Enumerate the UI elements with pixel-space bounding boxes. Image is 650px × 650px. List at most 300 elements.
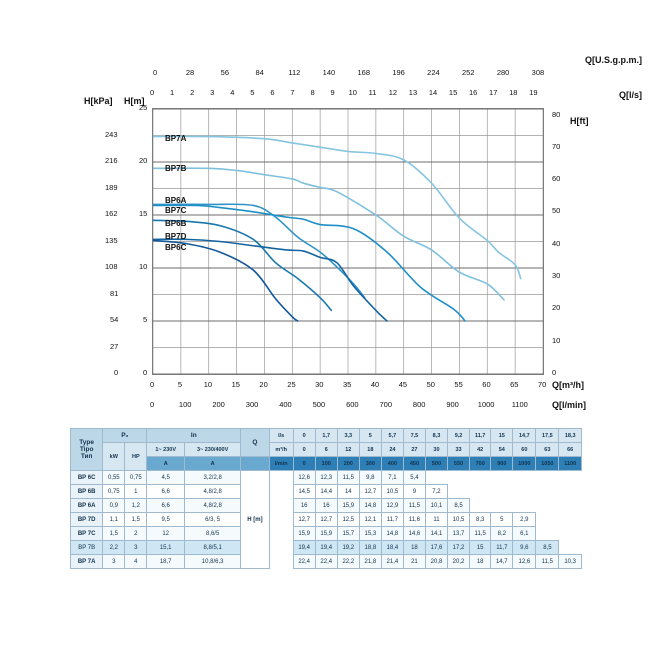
flow-lmin-1: 100 (315, 457, 337, 471)
cell-head-3: 12,7 (359, 485, 381, 499)
cell-head-6: 11 (425, 513, 447, 527)
axis-tick-label: 11 (368, 88, 377, 97)
cell-head-8: 15 (470, 541, 491, 555)
axis-tick-label: 30 (315, 380, 324, 389)
header-unit-m3h: m³/h (269, 443, 293, 457)
cell-type: BP 7A (71, 555, 103, 569)
cell-head-5: 5,4 (403, 471, 425, 485)
cell-head-9 (491, 471, 513, 485)
flow-m3h-5: 27 (403, 443, 425, 457)
flow-ls-1: 1,7 (315, 429, 337, 443)
axis-tick-label: 18 (509, 88, 518, 97)
axis-tick-label: 35 (343, 380, 352, 389)
cell-head-0: 22,4 (293, 555, 315, 569)
cell-head-2: 14 (337, 485, 359, 499)
axis-title-left-m: H[m] (124, 96, 145, 106)
cell-amp-3ph: 10,8/6,3 (185, 555, 241, 569)
axis-title-right-ft: H[ft] (570, 116, 589, 126)
header-in: In (147, 429, 241, 443)
cell-head-0: 15,9 (293, 527, 315, 541)
cell-head-8 (470, 499, 491, 513)
axis-tick-label: 1000 (477, 400, 495, 409)
axis-tick-label: 400 (279, 400, 292, 409)
axis-tick-label: 60 (552, 174, 561, 184)
axis-tick-label: 0 (153, 68, 158, 77)
cell-head-11: 8,5 (536, 541, 559, 555)
axis-tick-label: 0 (150, 88, 155, 97)
axis-tick-label: 0 (114, 368, 119, 377)
axis-tick-label: 13 (408, 88, 418, 97)
table-row (71, 499, 582, 513)
cell-head-1: 12,3 (315, 471, 337, 485)
table-header-row-2 (71, 443, 582, 457)
cell-head-4: 14,8 (381, 527, 403, 541)
axis-title-bottom-lmin: Q[l/min] (552, 400, 586, 410)
cell-kw: 2,2 (103, 541, 125, 555)
cell-head-11 (536, 499, 559, 513)
axis-tick-label: 16 (468, 88, 478, 97)
header-volt-3ph: 3~ 230/400V (185, 443, 241, 457)
axis-tick-label: 280 (496, 68, 510, 77)
cell-head-4: 10,5 (381, 485, 403, 499)
cell-amp-1ph: 4,5 (147, 471, 185, 485)
curve-label-bp7d: BP7D (165, 232, 187, 241)
cell-head-7 (448, 471, 470, 485)
header-unit-kw: kW (103, 443, 125, 471)
cell-head-0: 12,7 (293, 513, 315, 527)
cell-amp-3ph: 8,6/5 (185, 527, 241, 541)
cell-spacer (269, 513, 293, 527)
plot-svg (153, 109, 543, 374)
cell-head-12 (559, 513, 582, 527)
axis-tick-label: 56 (220, 68, 229, 77)
axis-tick-label: 0 (150, 400, 155, 409)
curve-label-bp6a: BP6A (165, 196, 187, 205)
flow-m3h-8: 42 (470, 443, 491, 457)
cell-hp: 1,5 (125, 513, 147, 527)
cell-spacer (269, 471, 293, 485)
axis-tick-label: 100 (178, 400, 192, 409)
cell-head-7: 17,2 (448, 541, 470, 555)
flow-lmin-5: 450 (403, 457, 425, 471)
axis-tick-label: 9 (330, 88, 335, 97)
cell-head-5: 21 (403, 555, 425, 569)
cell-amp-1ph: 6,6 (147, 485, 185, 499)
cell-head-10 (513, 485, 536, 499)
header-type-ru: Тип (80, 453, 93, 460)
axis-tick-label: 1100 (511, 400, 528, 409)
cell-type: BP 6A (71, 499, 103, 513)
curve-bp-7a (153, 136, 521, 278)
cell-head-9: 14,7 (491, 555, 513, 569)
cell-kw: 1,1 (103, 513, 125, 527)
axis-tick-label: 84 (255, 68, 264, 77)
cell-head-9 (491, 499, 513, 513)
axis-tick-label: 20 (139, 156, 148, 165)
cell-head-7: 10,5 (448, 513, 470, 527)
cell-head-10: 6,1 (513, 527, 536, 541)
cell-head-9: 11,7 (491, 541, 513, 555)
table-row (71, 555, 582, 569)
axis-tick-label: 135 (105, 235, 118, 245)
axis-tick-label: 25 (139, 103, 148, 112)
axis-tick-label: 200 (212, 400, 225, 409)
cell-head-8: 18 (470, 555, 491, 569)
axis-tick-label: 252 (462, 68, 475, 77)
flow-m3h-7: 33 (448, 443, 470, 457)
table-body (71, 471, 582, 569)
table-row (71, 485, 582, 499)
axis-tick-label: 189 (105, 182, 118, 192)
axis-tick-label: 8 (310, 88, 315, 97)
cell-head-4: 11,7 (381, 513, 403, 527)
axis-tick-label: 20 (552, 303, 561, 313)
cell-head-4: 18,4 (381, 541, 403, 555)
axis-tick-label: 15 (448, 88, 458, 97)
axis-tick-label: 224 (427, 68, 440, 77)
axis-tick-label: 28 (185, 68, 195, 77)
axis-tick-label: 15 (231, 380, 240, 389)
cell-head-10: 2,9 (513, 513, 536, 527)
header-type-en: Type (79, 439, 94, 446)
cell-head-10: 9,6 (513, 541, 536, 555)
axis-tick-label: 0 (143, 368, 148, 377)
cell-hp: 1 (125, 485, 147, 499)
flow-ls-10: 14,7 (513, 429, 536, 443)
cell-head-12 (559, 541, 582, 555)
cell-type: BP 7B (71, 541, 103, 555)
flow-ls-2: 3,3 (337, 429, 359, 443)
cell-head-0: 14,5 (293, 485, 315, 499)
cell-head-2: 15,7 (337, 527, 359, 541)
header-amp-1ph: A (147, 457, 185, 471)
cell-head-12 (559, 499, 582, 513)
curve-bp-7b (153, 168, 504, 300)
axis-tick-label: 27 (110, 341, 119, 351)
flow-lmin-12: 1100 (559, 457, 582, 471)
axis-tick-label: 54 (110, 315, 119, 324)
cell-spacer (269, 541, 293, 555)
cell-head-7: 8,5 (448, 499, 470, 513)
cell-spacer (269, 555, 293, 569)
axis-title-top-outer: Q[U.S.g.p.m.] (585, 55, 642, 65)
curve-label-bp7a: BP7A (165, 134, 187, 143)
curve-label-bp7b: BP7B (165, 164, 187, 173)
cell-head-2: 15,9 (337, 499, 359, 513)
cell-head-2: 11,5 (337, 471, 359, 485)
flow-lmin-4: 400 (381, 457, 403, 471)
header-unit-hp: HP (125, 443, 147, 471)
cell-head-12 (559, 527, 582, 541)
cell-head-1: 22,4 (315, 555, 337, 569)
flow-m3h-6: 30 (425, 443, 447, 457)
cell-head-12 (559, 471, 582, 485)
flow-ls-9: 15 (491, 429, 513, 443)
cell-head-1: 19,4 (315, 541, 337, 555)
flow-lmin-8: 700 (470, 457, 491, 471)
flow-lmin-11: 1050 (536, 457, 559, 471)
curve-label-bp6c: BP6C (165, 243, 187, 252)
cell-head-6: 17,6 (425, 541, 447, 555)
axis-tick-label: 7 (290, 88, 295, 97)
flow-m3h-4: 24 (381, 443, 403, 457)
axis-tick-label: 6 (270, 88, 275, 97)
axis-tick-label: 5 (143, 315, 148, 324)
cell-kw: 3 (103, 555, 125, 569)
axis-tick-label: 0 (150, 380, 155, 389)
flow-ls-12: 18,3 (559, 429, 582, 443)
cell-amp-3ph: 4,8/2,8 (185, 499, 241, 513)
curve-label-bp6b: BP6B (165, 219, 187, 228)
cell-head-9: 5 (491, 513, 513, 527)
header-q: Q (241, 429, 269, 457)
flow-ls-11: 17,5 (536, 429, 559, 443)
axis-tick-label: 80 (552, 109, 561, 119)
cell-head-4: 7,1 (381, 471, 403, 485)
cell-head-6 (425, 471, 447, 485)
cell-head-3: 18,8 (359, 541, 381, 555)
cell-head-2: 22,2 (337, 555, 359, 569)
cell-head-8 (470, 471, 491, 485)
pump-data-table (70, 428, 582, 569)
curve-label-bp7c: BP7C (165, 206, 187, 215)
cell-head-5: 11,5 (403, 499, 425, 513)
cell-head-5: 14,6 (403, 527, 425, 541)
header-p2: P₂ (103, 429, 147, 443)
cell-head-5: 11,6 (403, 513, 425, 527)
axis-tick-label: 20 (259, 380, 268, 389)
cell-h-unit: H [m] (241, 471, 269, 569)
flow-ls-4: 5,7 (381, 429, 403, 443)
axis-tick-label: 4 (230, 88, 235, 97)
cell-kw: 0,75 (103, 485, 125, 499)
header-type-it: Tipo (79, 446, 94, 453)
header-unit-lmin: l/min (269, 457, 293, 471)
header-volt-1ph: 1~ 230V (147, 443, 185, 457)
cell-head-3: 9,8 (359, 471, 381, 485)
curve-bp-6c (153, 240, 298, 321)
flow-lmin-6: 500 (425, 457, 447, 471)
curve-bp-7d (153, 239, 387, 321)
axis-tick-label: 2 (190, 88, 195, 97)
cell-head-10: 12,6 (513, 555, 536, 569)
cell-head-11 (536, 471, 559, 485)
flow-lmin-9: 900 (491, 457, 513, 471)
cell-head-4: 21,4 (381, 555, 403, 569)
flow-m3h-10: 60 (513, 443, 536, 457)
axis-tick-label: 300 (245, 400, 259, 409)
cell-head-9 (491, 485, 513, 499)
header-q-blank (241, 457, 269, 471)
axis-tick-label: 15 (139, 209, 148, 218)
cell-amp-1ph: 6,6 (147, 499, 185, 513)
axis-tick-label: 108 (105, 262, 118, 271)
cell-kw: 0,9 (103, 499, 125, 513)
flow-ls-6: 8,3 (425, 429, 447, 443)
cell-head-5: 9 (403, 485, 425, 499)
axis-tick-label: 50 (426, 380, 435, 389)
cell-head-6: 20,8 (425, 555, 447, 569)
cell-type: BP 6B (71, 485, 103, 499)
cell-hp: 1,2 (125, 499, 147, 513)
cell-type: BP 6C (71, 471, 103, 485)
axis-tick-label: 30 (552, 271, 561, 281)
table-header-row-1 (71, 429, 582, 443)
cell-head-1: 12,7 (315, 513, 337, 527)
cell-amp-3ph: 4,8/2,8 (185, 485, 241, 499)
axis-tick-label: 45 (398, 380, 408, 389)
table-row (71, 541, 582, 555)
axis-tick-label: 10 (203, 380, 213, 389)
cell-head-8: 11,5 (470, 527, 491, 541)
table-row (71, 471, 582, 485)
axis-tick-label: 12 (388, 88, 398, 97)
cell-head-8 (470, 485, 491, 499)
axis-tick-label: 19 (529, 88, 538, 97)
flow-ls-5: 7,5 (403, 429, 425, 443)
axis-tick-label: 800 (412, 400, 426, 409)
axis-tick-label: 10 (348, 88, 357, 97)
flow-lmin-7: 550 (448, 457, 470, 471)
flow-lmin-3: 300 (359, 457, 381, 471)
cell-head-11 (536, 527, 559, 541)
cell-head-10 (513, 499, 536, 513)
axis-tick-label: 40 (370, 380, 380, 389)
axis-tick-label: 10 (139, 262, 148, 271)
cell-amp-3ph: 6/3, 5 (185, 513, 241, 527)
flow-lmin-10: 1000 (513, 457, 536, 471)
flow-m3h-3: 18 (359, 443, 381, 457)
axis-title-left-kpa: H[kPa] (84, 96, 113, 106)
cell-kw: 0,55 (103, 471, 125, 485)
axis-tick-label: 1 (170, 88, 175, 97)
cell-head-1: 14,4 (315, 485, 337, 499)
cell-hp: 3 (125, 541, 147, 555)
cell-type: BP 7C (71, 527, 103, 541)
flow-m3h-12: 66 (559, 443, 582, 457)
cell-amp-3ph: 8,8/5,1 (185, 541, 241, 555)
axis-tick-label: 0 (552, 368, 557, 377)
cell-head-11: 11,5 (536, 555, 559, 569)
cell-kw: 1,5 (103, 527, 125, 541)
cell-head-0: 19,4 (293, 541, 315, 555)
flow-ls-0: 0 (293, 429, 315, 443)
axis-tick-label: 168 (357, 68, 371, 77)
table-head (71, 429, 582, 471)
cell-head-10 (513, 471, 536, 485)
flow-ls-3: 5 (359, 429, 381, 443)
cell-head-5: 18 (403, 541, 425, 555)
axis-tick-label: 10 (552, 335, 561, 345)
cell-hp: 2 (125, 527, 147, 541)
flow-m3h-9: 54 (491, 443, 513, 457)
cell-type: BP 7D (71, 513, 103, 527)
cell-head-2: 12,5 (337, 513, 359, 527)
axis-tick-label: 112 (288, 68, 301, 77)
cell-head-12: 10,3 (559, 555, 582, 569)
cell-head-0: 12,6 (293, 471, 315, 485)
axis-title-top-inner: Q[l/s] (618, 90, 642, 100)
cell-amp-1ph: 9,5 (147, 513, 185, 527)
axis-tick-label: 14 (428, 88, 438, 97)
axis-tick-label: 196 (392, 68, 405, 77)
axis-tick-label: 25 (287, 380, 296, 389)
cell-head-4: 12,9 (381, 499, 403, 513)
cell-head-2: 19,2 (337, 541, 359, 555)
header-amp-3ph: A (185, 457, 241, 471)
flow-lmin-0: 0 (293, 457, 315, 471)
cell-head-7 (448, 485, 470, 499)
flow-m3h-2: 12 (337, 443, 359, 457)
cell-hp: 0,75 (125, 471, 147, 485)
axis-tick-label: 5 (177, 380, 183, 389)
table-header-row-3 (71, 457, 582, 471)
flow-ls-8: 11,7 (470, 429, 491, 443)
table-row (71, 527, 582, 541)
cell-spacer (269, 499, 293, 513)
cell-spacer (269, 527, 293, 541)
cell-amp-1ph: 18,7 (147, 555, 185, 569)
cell-amp-1ph: 15,1 (147, 541, 185, 555)
cell-head-9: 8,2 (491, 527, 513, 541)
axis-tick-label: 40 (552, 238, 561, 248)
axis-tick-label: 55 (454, 380, 463, 389)
cell-head-6: 10,1 (425, 499, 447, 513)
axis-tick-label: 70 (552, 141, 561, 151)
table-row (71, 513, 582, 527)
axis-tick-label: 140 (322, 68, 336, 77)
axis-tick-label: 5 (250, 88, 255, 97)
axis-tick-label: 700 (379, 400, 393, 409)
header-type-cell (71, 429, 103, 471)
cell-amp-1ph: 12 (147, 527, 185, 541)
cell-head-3: 14,8 (359, 499, 381, 513)
cell-head-8: 8,3 (470, 513, 491, 527)
axis-tick-label: 81 (110, 288, 119, 298)
cell-spacer (269, 485, 293, 499)
axis-tick-label: 50 (552, 206, 561, 216)
cell-head-6: 14,1 (425, 527, 447, 541)
cell-head-7: 13,7 (448, 527, 470, 541)
flow-m3h-11: 63 (536, 443, 559, 457)
cell-head-1: 15,9 (315, 527, 337, 541)
cell-head-0: 16 (293, 499, 315, 513)
axis-tick-label: 60 (482, 380, 491, 389)
cell-head-3: 12,1 (359, 513, 381, 527)
flow-m3h-0: 0 (293, 443, 315, 457)
axis-tick-label: 3 (210, 88, 215, 97)
cell-hp: 4 (125, 555, 147, 569)
axis-title-bottom-m3h: Q[m³/h] (552, 380, 584, 390)
cell-head-12 (559, 485, 582, 499)
axis-tick-label: 308 (531, 68, 545, 77)
cell-amp-3ph: 3,2/2,8 (185, 471, 241, 485)
axis-tick-label: 17 (489, 88, 498, 97)
axis-tick-label: 243 (105, 129, 118, 139)
axis-tick-label: 70 (538, 380, 547, 389)
cell-head-1: 16 (315, 499, 337, 513)
cell-head-11 (536, 513, 559, 527)
performance-curve-plot (152, 108, 544, 375)
axis-tick-label: 900 (446, 400, 459, 409)
cell-head-6: 7,2 (425, 485, 447, 499)
axis-tick-label: 65 (510, 380, 519, 389)
axis-tick-label: 162 (105, 209, 118, 218)
flow-ls-7: 9,2 (448, 429, 470, 443)
cell-head-11 (536, 485, 559, 499)
axis-tick-label: 500 (312, 400, 326, 409)
cell-head-7: 20,2 (448, 555, 470, 569)
